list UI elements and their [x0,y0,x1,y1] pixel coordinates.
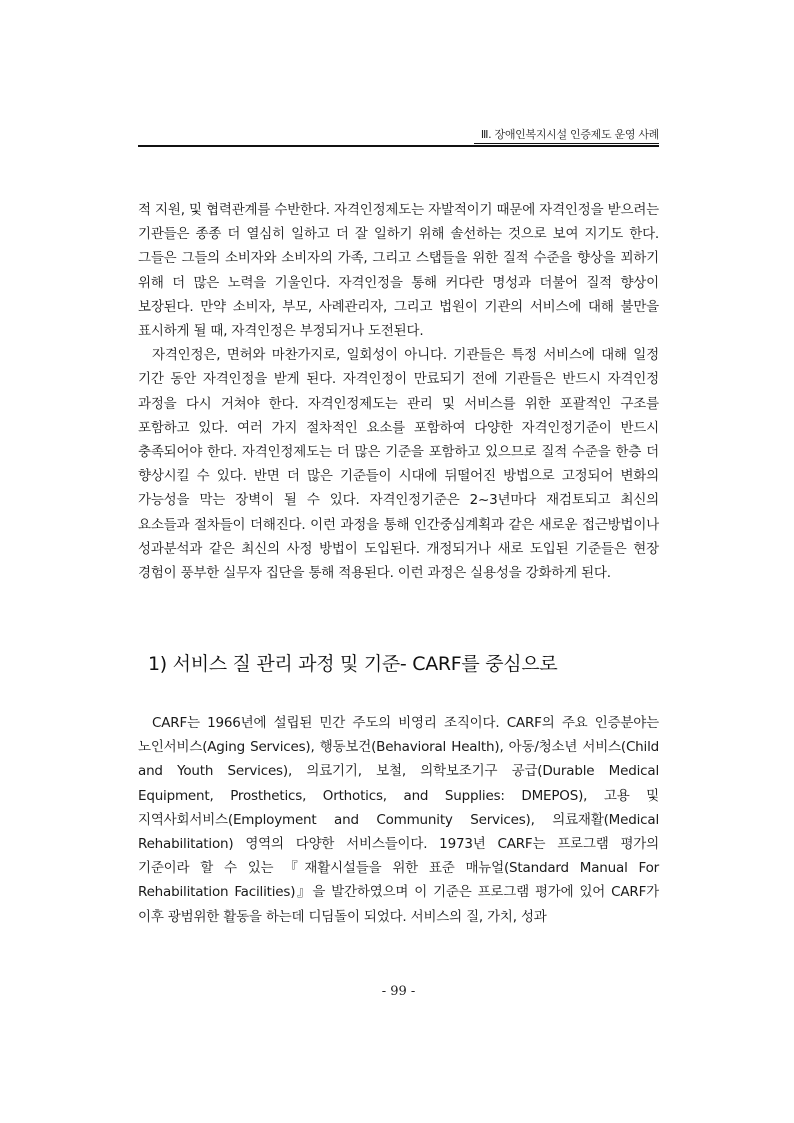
paragraph-accreditation-renewal: 자격인정은, 면허와 마찬가지로, 일회성이 아니다. 기관들은 특정 서비스에 대해 일정 기간 동안 자격인정을 받게 된다. 자격인정이 만료되기 전에 기관들은 반드시 자격인정 과정을 다시 거쳐야 한다. 자격인정제도는 관리 및 서비스를 위한 포괄적인 구조를 포함하고 있다. 여러 가지 절차적인 요소를 포함하여 다양한 자격인정기준이 반드시 충족되어야 한다. 자격인정제도는 더 많은 기준을 포함하고 있으므로 질적 수준을 한층 더 향상시킬 수 있다. 반면 더 많은 기준들이 시대에 뒤떨어진 방법으로 고정되어 변화의 가능성을 막는 장벽이 될 수 있다. 자격인정기준은 2~3년마다 재검토되고 최신의 요소들과 절차들이 더해진다. 이런 과정을 통해 인간중심계획과 같은 새로운 접근방법이나 성과분석과 같은 최신의 사정 방법이 도입된다. 개정되거나 새로 도입된 기준들은 현장 경험이 풍부한 실무자 집단을 통해 적용된다. 이런 과정은 실용성을 강화하게 된다. [138,347,659,582]
running-header: Ⅲ. 장애인복지시설 인증제도 운영 사례 [480,128,659,141]
section-body-text [138,711,659,929]
page-number: - 99 - [381,984,416,999]
paragraph-carf-intro: CARF는 1966년에 설립된 민간 주도의 비영리 조직이다. CARF의 주요 인증분야는 노인서비스(Aging Services), 행동보건(Behavioral Health), 아동/청소년 서비스(Child and Youth Services), 의료기기, 보철, 의학보조기구 공급(Durable Medical Equipment, Prosthetics, Orthotics, and Supplies: DMEPOS), 고용 및 지역사회서비스(Employment and Community Services), 의료재활(Medical Rehabilitation) 영역의 다양한 서비스들이다. 1973년 CARF는 프로그램 평가의 기준이라 할 수 있는 『재활시설들을 위한 표준 매뉴얼(Standard Manual For Rehabilitation Facilities)』을 발간하였으며 이 기준은 프로그램 평가에 있어 CARF가 이후 광범위한 활동을 하는데 디딤돌이 되었다. 서비스의 질, 가치, 성과 [138,715,659,925]
section-heading: 1) 서비스 질 관리 과정 및 기준- CARF를 중심으로 [148,653,558,675]
header-rule [138,145,659,147]
paragraph-accreditation-benefits: 적 지원, 및 협력관계를 수반한다. 자격인정제도는 자발적이기 때문에 자격인정을 받으려는 기관들은 종종 더 열심히 일하고 더 잘 일하기 위해 솔선하는 것으로 보여 지기도 한다. 그들은 그들의 소비자와 소비자의 가족, 그리고 스탭들을 위한 질적 수준을 향상을 꾀하기 위해 더 많은 노력을 기울인다. 자격인정을 통해 커다란 명성과 더불어 질적 향상이 보장된다. 만약 소비자, 부모, 사례관리자, 그리고 법원이 기관의 서비스에 대해 불만을 표시하게 될 때, 자격인정은 부정되거나 도전된다. [138,202,659,340]
header-rule-thin [474,143,659,144]
body-text-block [138,198,659,585]
